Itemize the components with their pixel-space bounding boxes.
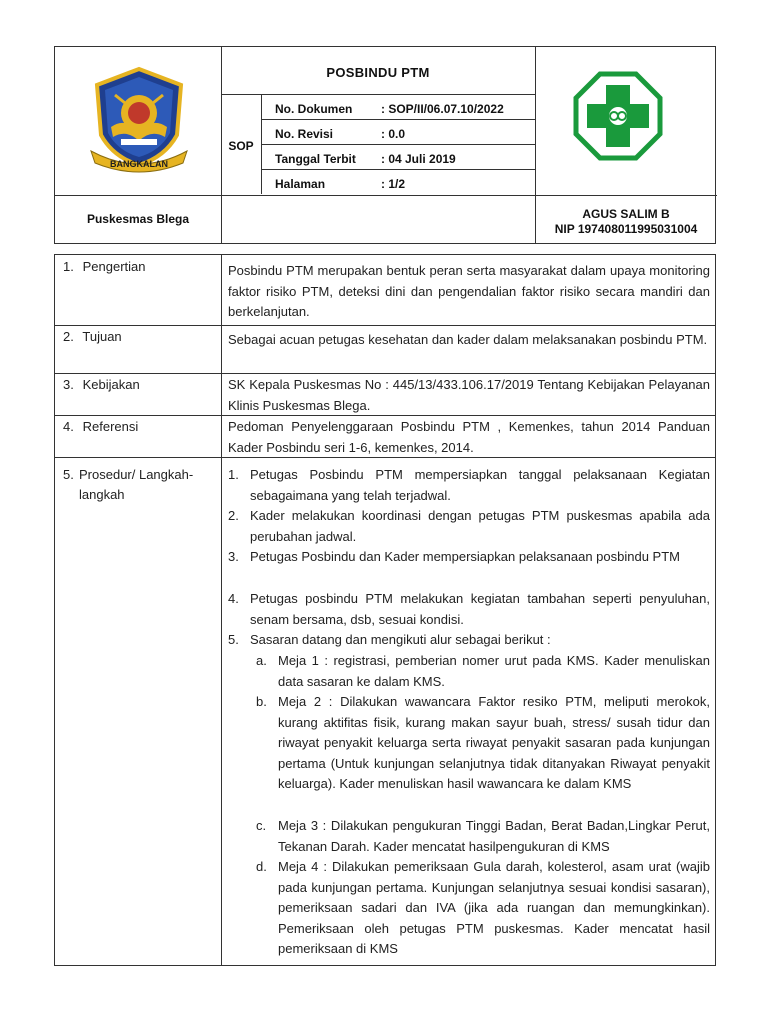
section-number: 1. — [63, 259, 74, 274]
row-divider — [55, 373, 715, 374]
step-text: Sasaran datang dan mengikuti alur sebagai berikut : — [250, 632, 551, 647]
meta-value: : 1/2 — [381, 177, 406, 191]
section-label: Pengertian — [82, 259, 146, 274]
substep-text: Meja 4 : Dilakukan pemeriksaan Gula darah, kolesterol, asam urat (wajib pada kunjungan pertama. Kunjungan selanjutnya sesuai kondisi sasaran), pemeriksaan sadari dan IVA (jika ada ruangan dan memungkinkan). Pemeriksaan oleh petugas PTM puskesmas. Kader mencatat hasil pemeriksaan di KMS — [278, 859, 710, 956]
meta-value: : 0.0 — [381, 127, 406, 141]
section-number: 3. — [63, 377, 74, 392]
section-label-prosedur — [63, 465, 213, 505]
section-text-kebijakan: SK Kepala Puskesmas No : 445/13/433.106.17/2019 Tentang Kebijakan Pelayanan Klinis Puskesmas Blega. — [228, 377, 710, 413]
step-number: 2. — [228, 508, 239, 523]
procedure-step — [228, 506, 710, 547]
signatory — [535, 207, 717, 237]
substep-letter: a. — [256, 653, 267, 668]
meta-key: No. Revisi — [275, 127, 334, 141]
signatory-nip: NIP 197408011995031004 — [554, 222, 698, 236]
step-number: 4. — [228, 591, 239, 606]
header-rule — [221, 94, 535, 95]
content-table — [54, 254, 716, 966]
substep-letter: d. — [256, 859, 267, 874]
substep-text: Meja 1 : registrasi, pemberian nomer urut pada KMS. Kader menuliskan data sasaran ke dalam KMS. — [278, 653, 710, 689]
column-divider — [221, 255, 222, 965]
substep-letter: c. — [256, 818, 267, 833]
meta-value: : 04 Juli 2019 — [381, 152, 456, 166]
meta-key: Tanggal Terbit — [275, 152, 356, 166]
section-text-tujuan: Sebagai acuan petugas kesehatan dan kader dalam melaksanakan posbindu PTM. — [228, 332, 708, 347]
section-label: Kebijakan — [82, 377, 140, 392]
section-label: Prosedur/ Langkah- — [79, 467, 194, 482]
header-rule — [261, 169, 535, 170]
procedure-step — [228, 589, 710, 630]
procedure-step — [228, 547, 710, 568]
step-text: Kader melakukan koordinasi dengan petugas PTM puskesmas apabila ada perubahan jadwal. — [250, 508, 710, 544]
substep-text: Meja 2 : Dilakukan wawancara Faktor resiko PTM, meliputi merokok, kurang aktifitas fisik, kurang makan sayur buah, stress/ susah tidur dan riwayat penyakit keluarga serta riwayat penyakit sasaran pada kunjungan pertama (Untuk kunjungan selanjutnya tidak ditanyakan Riwayat penyakit keluarga). Kader menuliskan hasil wawancara ke dalam KMS — [278, 694, 710, 791]
section-label: Referensi — [82, 419, 139, 434]
sop-label: SOP — [228, 139, 254, 153]
header-table — [54, 46, 716, 244]
section-number: 5. — [63, 467, 74, 482]
section-label-kebijakan — [63, 375, 213, 395]
section-label-referensi — [63, 417, 213, 437]
step-text: Petugas Posbindu PTM mempersiapkan tanggal pelaksanaan Kegiatan sebagaimana yang telah terjadwal. — [250, 467, 710, 503]
organization-name: Puskesmas Blega — [86, 212, 190, 226]
document-title: POSBINDU PTM — [326, 65, 430, 80]
section-label-tujuan — [63, 327, 213, 347]
procedure-substep — [256, 651, 710, 692]
step-text: Petugas Posbindu dan Kader mempersiapkan pelaksanaan posbindu PTM — [250, 549, 680, 564]
logo-caption: BANGKALAN — [110, 159, 168, 169]
puskesmas-logo — [573, 71, 663, 161]
meta-key: Halaman — [275, 177, 326, 191]
substep-letter: b. — [256, 694, 267, 709]
procedure-substep — [256, 857, 710, 960]
procedure-substep — [256, 816, 710, 857]
substep-text: Meja 3 : Dilakukan pengukuran Tinggi Badan, Berat Badan,Lingkar Perut, Tekanan Darah. Kader mencatat hasilpengukuran di KMS — [278, 818, 710, 854]
header-rule — [55, 195, 717, 196]
step-number: 3. — [228, 549, 239, 564]
section-text-pengertian: Posbindu PTM merupakan bentuk peran serta masyarakat dalam upaya monitoring faktor risiko PTM, deteksi dini dan pengendalian faktor risiko secara mandiri dan berkelanjutan. — [228, 263, 710, 319]
meta-value: : SOP/II/06.07.10/2022 — [381, 102, 504, 116]
section-label-continued: langkah — [79, 487, 125, 502]
section-number: 2. — [63, 329, 74, 344]
section-number: 4. — [63, 419, 74, 434]
section-text-referensi: Pedoman Penyelenggaraan Posbindu PTM , Kemenkes, tahun 2014 Panduan Kader Posbindu seri 1-6, kemenkes, 2014. — [228, 419, 710, 455]
step-number: 1. — [228, 467, 239, 482]
procedure-step — [228, 465, 710, 506]
row-divider — [55, 325, 715, 326]
header-rule — [261, 119, 535, 120]
section-label-pengertian — [63, 257, 213, 277]
step-text: Petugas posbindu PTM melakukan kegiatan tambahan seperti penyuluhan, senam bersama, dsb, sesuai kondisi. — [250, 591, 710, 627]
section-label: Tujuan — [82, 329, 122, 344]
signatory-name: AGUS SALIM B — [582, 207, 670, 221]
procedure-step — [228, 630, 710, 651]
procedure-substep — [256, 692, 710, 795]
step-number: 5. — [228, 632, 239, 647]
header-rule — [261, 144, 535, 145]
bangkalan-regency-logo — [85, 65, 193, 177]
meta-key: No. Dokumen — [275, 102, 353, 116]
